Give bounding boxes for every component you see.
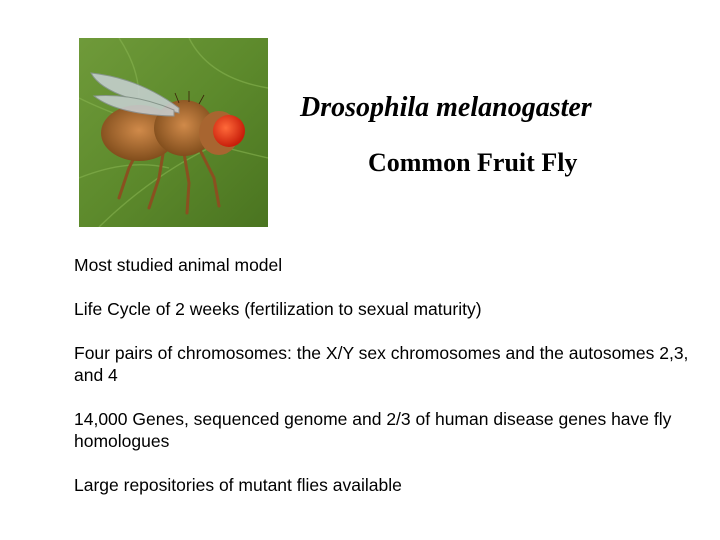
fact-item: Four pairs of chromosomes: the X/Y sex chromosomes and the autosomes 2,3, and 4 — [74, 343, 689, 385]
facts-list — [74, 254, 694, 518]
common-name: Common Fruit Fly — [368, 148, 578, 177]
species-name: Drosophila melanogaster — [300, 92, 592, 123]
fruit-fly-photo — [79, 38, 268, 227]
fact-item: Life Cycle of 2 weeks (fertilization to sexual maturity) — [74, 299, 482, 319]
fact-item: Large repositories of mutant flies available — [74, 475, 402, 495]
fact-item: Most studied animal model — [74, 255, 283, 275]
fact-item: 14,000 Genes, sequenced genome and 2/3 of human disease genes have fly homologues — [74, 409, 672, 451]
